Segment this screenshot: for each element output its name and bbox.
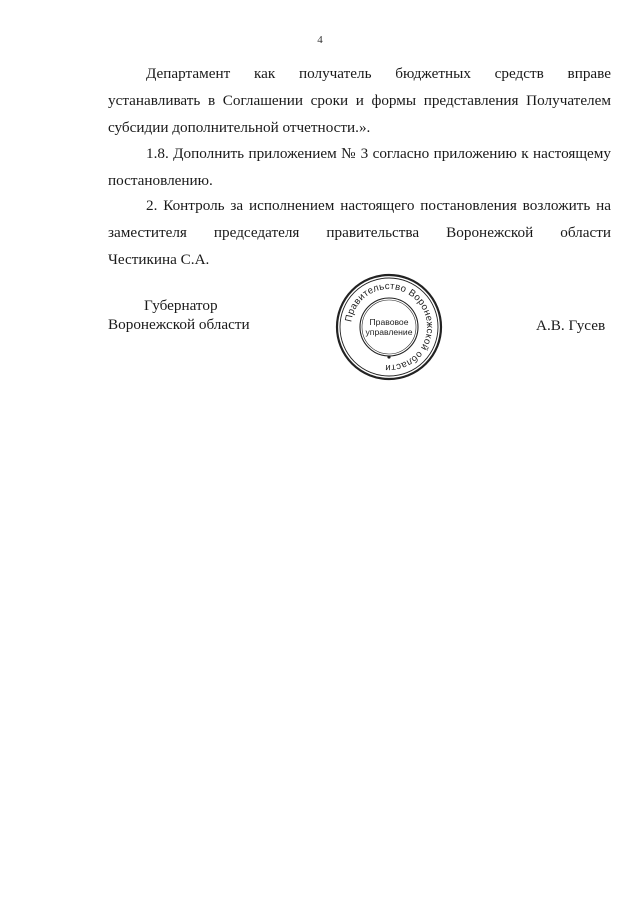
page-number: 4 [317,34,323,46]
signatory-name: А.В. Гусев [536,317,606,334]
paragraph-line: 1.8. Дополнить приложением № 3 согласно приложению к настоящему [146,145,611,162]
stamp-graphic [334,272,444,382]
stamp-outer-text: Правительство Воронежской области [343,280,436,374]
paragraph-line: постановлению. [108,172,213,189]
stamp-inner-line-2: управление [365,327,413,337]
signatory-title-line: Губернатор [144,297,218,314]
paragraph-appendix-3 [108,140,611,194]
paragraph-department-rights [108,60,611,141]
signatory-title-line: Воронежской области [108,316,250,333]
paragraph-control [108,192,611,273]
stamp-star-icon [387,355,390,358]
official-stamp [334,272,444,382]
paragraph-line: Честикина С.А. [108,251,210,268]
paragraph-line: субсидии дополнительной отчетности.». [108,119,371,136]
paragraph-line: заместителя председателя правительства Воронежской области [108,224,611,241]
paragraph-line: устанавливать в Соглашении сроки и формы представления Получателем [108,92,611,109]
signatory-title [108,296,268,334]
paragraph-line: Департамент как получатель бюджетных средств вправе [146,65,611,82]
paragraph-line: 2. Контроль за исполнением настоящего постановления возложить на [146,197,611,214]
stamp-inner-line-1: Правовое [369,317,409,327]
